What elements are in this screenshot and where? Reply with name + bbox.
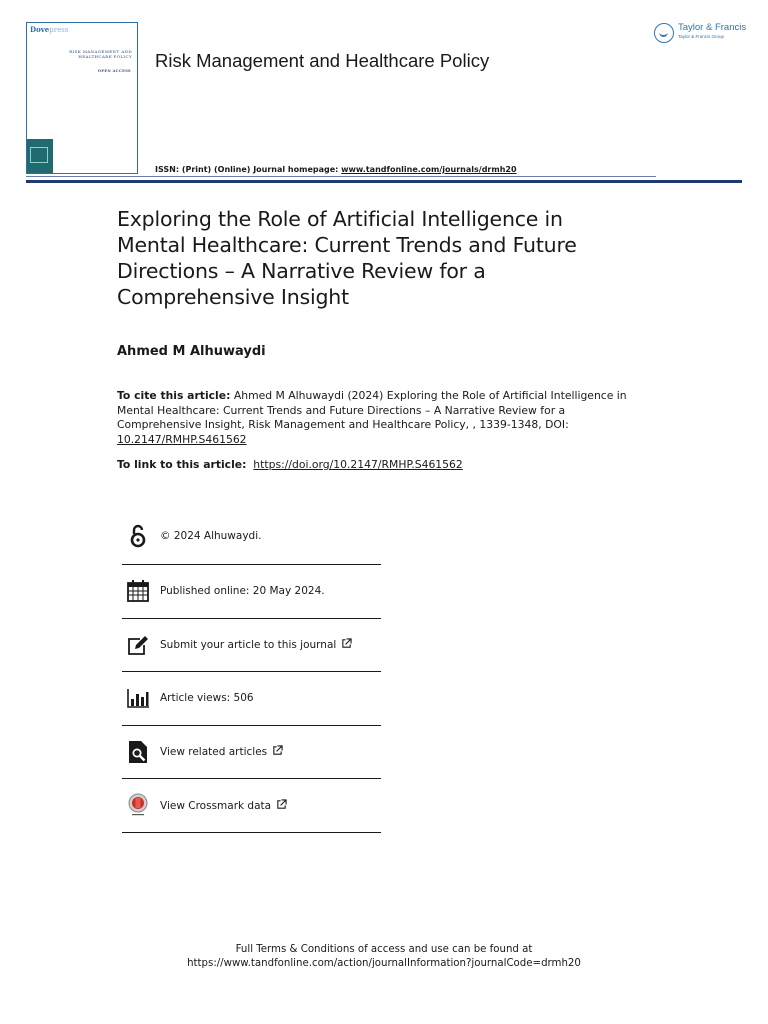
publisher-name: Taylor & Francis	[678, 22, 747, 33]
taylor-francis-logo[interactable]	[654, 22, 746, 48]
crossmark-link[interactable]: View Crossmark data	[160, 799, 287, 812]
external-link-icon	[341, 638, 352, 649]
cover-open-access: OPEN ACCESS	[97, 69, 131, 73]
search-document-icon	[126, 740, 150, 764]
cover-title: RISK MANAGEMENT AND HEALTHCARE POLICY	[69, 49, 132, 59]
article-info-list	[122, 507, 381, 833]
publisher-group: Taylor & Francis Group	[678, 34, 725, 39]
footer-terms-link[interactable]: https://www.tandfonline.com/action/journalInformation?journalCode=drmh20	[187, 958, 581, 969]
crossmark-icon	[126, 793, 150, 817]
link-label: To link to this article:	[117, 458, 247, 471]
article-doi-link[interactable]: https://doi.org/10.2147/RMHP.S461562	[253, 458, 463, 471]
cover-tile	[27, 139, 53, 173]
info-row-views	[122, 672, 381, 726]
article-link-line	[117, 458, 463, 471]
external-link-icon	[276, 799, 287, 810]
bar-chart-icon	[126, 686, 150, 710]
published-text: Published online: 20 May 2024.	[160, 585, 325, 598]
article-title: Exploring the Role of Artificial Intelligence in Mental Healthcare: Current Trends and Future Directions – A Narrative Review for a Comprehensive Insight	[117, 207, 577, 309]
issn-line	[155, 165, 517, 174]
author-name: Ahmed M Alhuwaydi	[117, 344, 266, 359]
cite-text: Ahmed M Alhuwaydi (2024) Exploring the Role of Artificial Intelligence in Mental Healthcare: Current Trends and Future Directions – A Narrative Review for a Comprehensive Insight, Risk Management and Healthcare Policy, , 1339-1348, DOI:	[117, 389, 627, 431]
info-row-submit[interactable]	[122, 619, 381, 673]
calendar-icon	[126, 579, 150, 603]
citation-block	[117, 389, 637, 447]
publisher-logo-icon	[654, 23, 674, 43]
header-rule-thin	[26, 176, 656, 177]
issn-text: ISSN: (Print) (Online) Journal homepage:	[155, 165, 342, 174]
info-row-crossmark[interactable]	[122, 779, 381, 833]
info-row-related[interactable]	[122, 726, 381, 780]
edit-icon	[126, 633, 150, 657]
cover-brand: Dovepress	[30, 25, 69, 34]
journal-title: Risk Management and Healthcare Policy	[155, 50, 490, 71]
external-link-icon	[272, 745, 283, 756]
submit-article-link[interactable]: Submit your article to this journal	[160, 638, 352, 651]
info-row-published	[122, 565, 381, 619]
cite-label: To cite this article:	[117, 389, 231, 402]
info-row-license	[122, 507, 381, 565]
journal-homepage-link[interactable]: www.tandfonline.com/journals/drmh20	[341, 165, 517, 174]
article-views-text: Article views: 506	[160, 692, 254, 705]
footer-line-1: Full Terms & Conditions of access and use can be found at	[235, 944, 533, 955]
header-rule	[26, 180, 742, 183]
license-text: © 2024 Alhuwaydi.	[160, 529, 262, 542]
open-access-icon	[126, 524, 150, 548]
journal-cover	[26, 22, 138, 174]
cite-doi-link[interactable]: 10.2147/RMHP.S461562	[117, 432, 247, 446]
terms-footer	[0, 943, 768, 971]
related-articles-link[interactable]: View related articles	[160, 745, 283, 758]
